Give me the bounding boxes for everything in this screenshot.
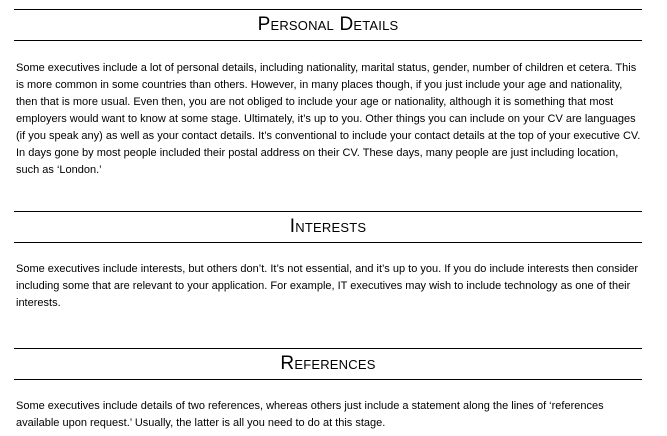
interests-text: Some executives include interests, but others don’t. It’s not essential, and it’s up to you. If you do include interests then consider including some that are relevant to your application. For example, IT executives may wish to include technology as one of their interests. — [16, 263, 639, 309]
references-heading: References — [280, 353, 376, 374]
interests-heading: Interests — [289, 216, 367, 237]
interests-header — [14, 211, 642, 243]
personal-details-header — [14, 9, 642, 41]
personal-details-text: Some executives include a lot of personal details, including nationality, marital status, gender, number of children et cetera. This is more common in some countries than others. However, in many places though, if you just include your age and nationality, then that is more usual. Even then, you are not obliged to include your age or nationality, although it is something that most employers would want to know at some stage. Ultimately, it’s up to you. Other things you can include on your CV are languages (if you speak any) as well as your contact details. It’s conventional to include your contact details at the top of your executive CV. In days gone by most people included their postal address on their CV. These days, many people are just including location, such as ‘London.’ — [16, 62, 641, 176]
personal-details-heading: Personal Details — [257, 14, 399, 35]
references-header — [14, 348, 642, 380]
references-text: Some executives include details of two references, whereas others just include a statement along the lines of ‘references available upon request.’ Usually, the latter is all you need to do at this stage. — [16, 400, 604, 429]
